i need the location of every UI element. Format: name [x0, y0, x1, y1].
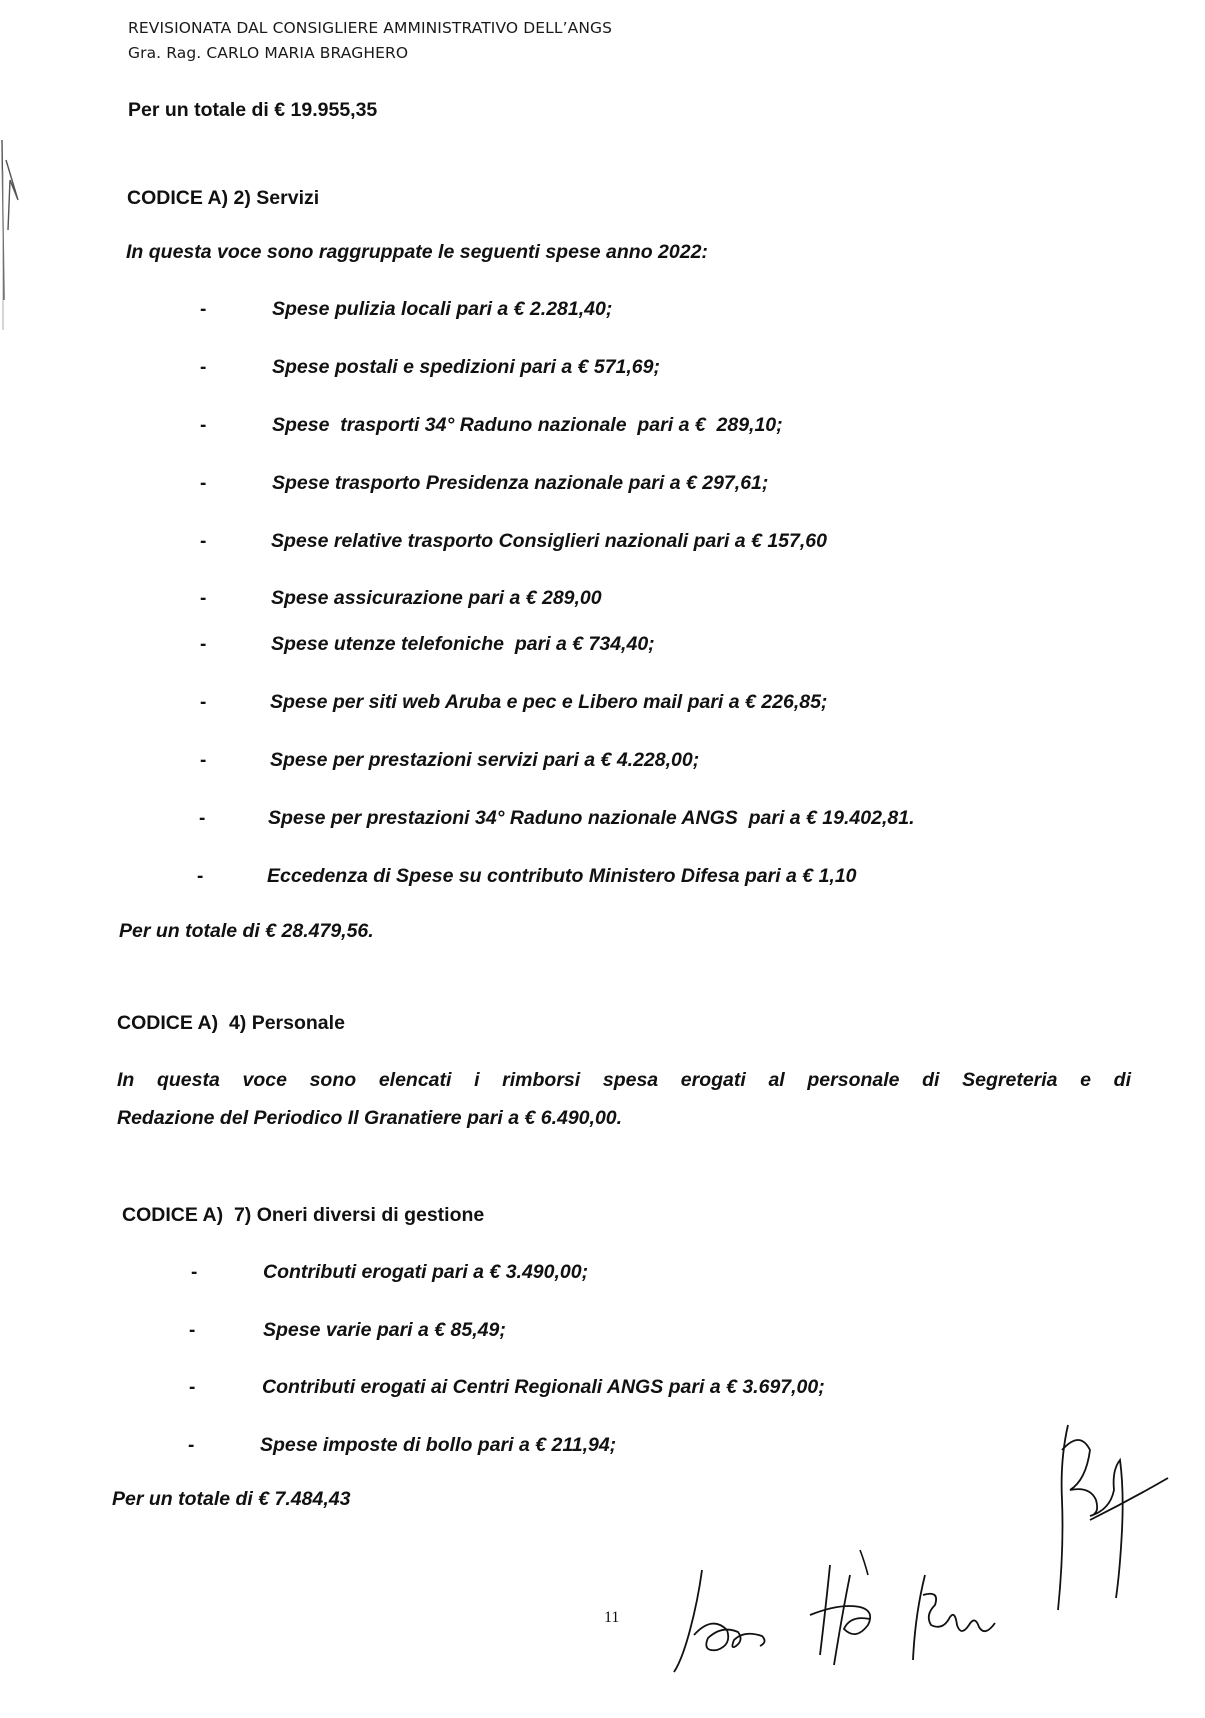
bullet-dash: -	[200, 473, 207, 494]
list-item: Contributi erogati pari a € 3.490,00;	[263, 1261, 589, 1283]
bullet-dash: -	[200, 750, 207, 771]
header-reviewer-title: REVISIONATA DAL CONSIGLIERE AMMINISTRATIVO DELL’ANGS	[128, 19, 613, 37]
bullet-dash: -	[199, 808, 206, 829]
list-item: Spese varie pari a € 85,49;	[263, 1319, 506, 1341]
signature-2	[790, 1545, 910, 1675]
bullet-dash: -	[200, 299, 207, 320]
bullet-dash: -	[197, 866, 204, 887]
section-heading-servizi: CODICE A) 2) Servizi	[127, 187, 320, 209]
signature-4	[1050, 1420, 1190, 1620]
list-item: Spese per prestazioni servizi pari a € 4.228,00;	[270, 749, 700, 771]
paragraph-line: Redazione del Periodico Il Granatiere pari a € 6.490,00.	[117, 1107, 623, 1129]
scan-edge-mark	[0, 140, 30, 340]
header-reviewer-name: Gra. Rag. CARLO MARIA BRAGHERO	[128, 44, 409, 62]
signature-1	[672, 1560, 792, 1680]
list-item: Spese per siti web Aruba e pec e Libero mail pari a € 226,85;	[270, 691, 828, 713]
section-text-personale	[117, 1061, 1131, 1137]
bullet-dash: -	[200, 531, 207, 552]
list-item: Spese trasporto Presidenza nazionale pari a € 297,61;	[272, 472, 769, 494]
page-number: 11	[604, 1609, 620, 1626]
list-item: Spese trasporti 34° Raduno nazionale pari a € 289,10;	[272, 414, 783, 436]
list-item: Spese utenze telefoniche pari a € 734,40;	[271, 633, 655, 655]
list-item: Spese imposte di bollo pari a € 211,94;	[260, 1434, 617, 1456]
bullet-dash: -	[200, 415, 207, 436]
list-item: Spese assicurazione pari a € 289,00	[271, 587, 602, 609]
bullet-dash: -	[200, 588, 207, 609]
total-servizi: Per un totale di € 28.479,56.	[119, 920, 374, 942]
list-item: Spese per prestazioni 34° Raduno nazionale ANGS pari a € 19.402,81.	[268, 807, 915, 829]
bullet-dash: -	[188, 1435, 195, 1456]
bullet-dash: -	[200, 634, 207, 655]
list-item: Spese relative trasporto Consiglieri nazionali pari a € 157,60	[271, 530, 827, 552]
bullet-dash: -	[200, 692, 207, 713]
list-item: Eccedenza di Spese su contributo Ministero Difesa pari a € 1,10	[267, 865, 857, 887]
list-item: Spese postali e spedizioni pari a € 571,69;	[272, 356, 660, 378]
section-heading-oneri: CODICE A) 7) Oneri diversi di gestione	[122, 1204, 485, 1226]
total-previous: Per un totale di € 19.955,35	[128, 99, 378, 121]
list-item: Spese pulizia locali pari a € 2.281,40;	[272, 298, 613, 320]
bullet-dash: -	[191, 1262, 198, 1283]
paragraph-line: In questa voce sono elencati i rimborsi spesa erogati al personale di Segreteria e di	[117, 1069, 1131, 1091]
total-oneri: Per un totale di € 7.484,43	[112, 1488, 351, 1510]
section-heading-personale: CODICE A) 4) Personale	[117, 1012, 345, 1034]
signature-3	[895, 1565, 1005, 1675]
section-intro-servizi: In questa voce sono raggruppate le seguenti spese anno 2022:	[126, 241, 708, 263]
bullet-dash: -	[189, 1320, 196, 1341]
bullet-dash: -	[200, 357, 207, 378]
list-item: Contributi erogati ai Centri Regionali ANGS pari a € 3.697,00;	[262, 1376, 825, 1398]
bullet-dash: -	[189, 1377, 196, 1398]
